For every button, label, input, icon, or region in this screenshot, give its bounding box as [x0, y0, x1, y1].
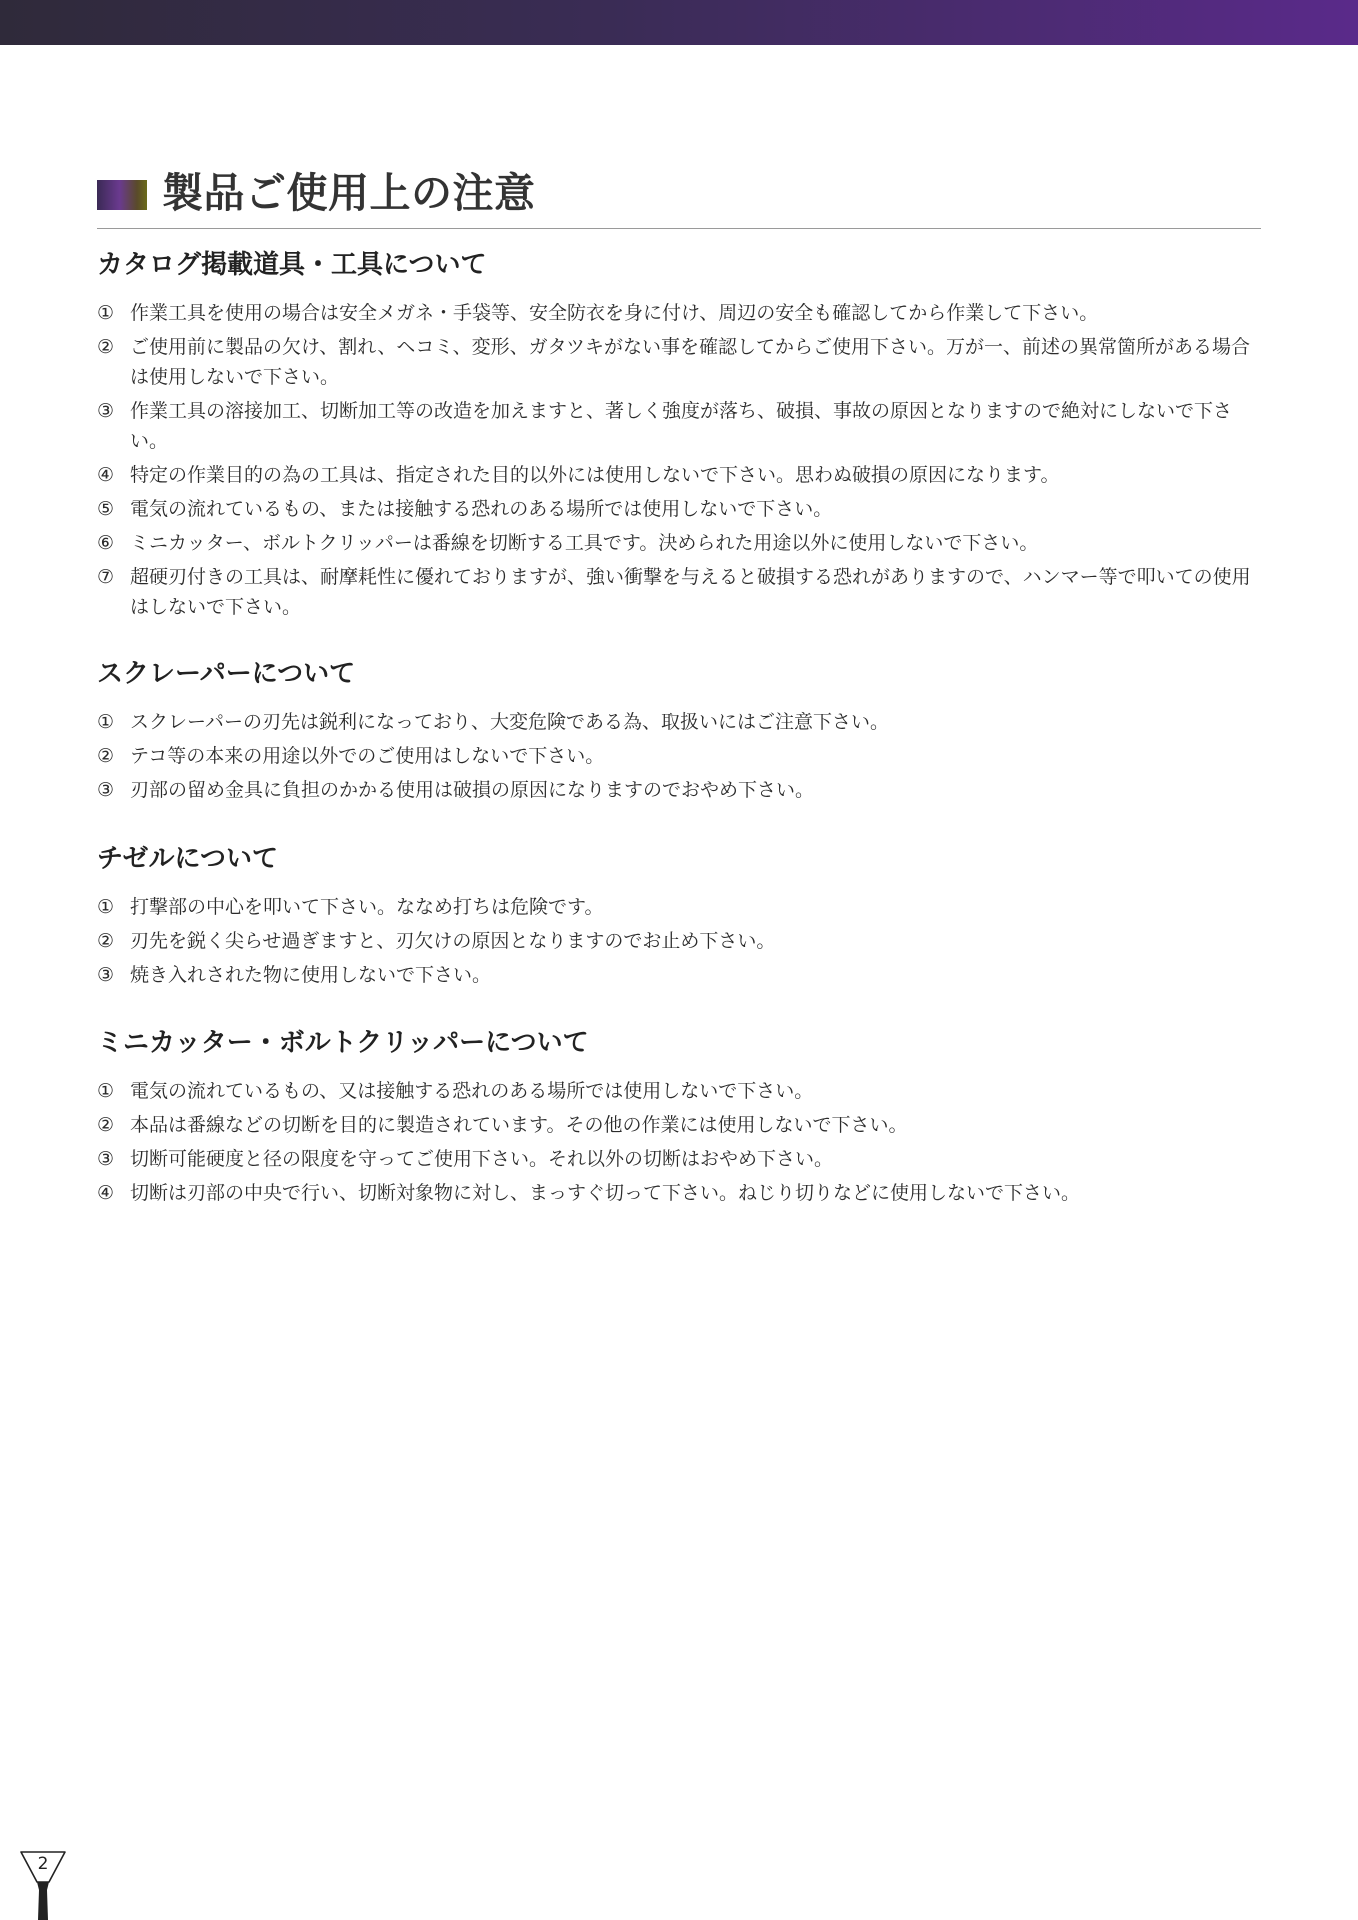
- item-number: ⑤: [97, 498, 115, 520]
- item-number: ①: [97, 896, 115, 918]
- item-text: 電気の流れているもの、又は接触する恐れのある場所では使用しないで下さい。: [130, 1080, 814, 1102]
- item-number: ①: [97, 711, 115, 733]
- section-heading: ミニカッター・ボルトクリッパーについて: [97, 1028, 589, 1058]
- list-item: [97, 892, 1261, 922]
- item-number: ④: [97, 1182, 115, 1204]
- item-number: ③: [97, 1148, 115, 1170]
- item-number: ①: [97, 1080, 115, 1102]
- item-number: ②: [97, 336, 115, 358]
- item-number: ③: [97, 400, 115, 422]
- item-number: ④: [97, 464, 115, 486]
- item-text: テコ等の本来の用途以外でのご使用はしないで下さい。: [130, 745, 605, 767]
- item-number: ②: [97, 930, 115, 952]
- list-item: [97, 332, 1261, 392]
- item-number: ②: [97, 1114, 115, 1136]
- list-item: [97, 494, 1261, 524]
- item-text: 焼き入れされた物に使用しないで下さい。: [130, 964, 492, 986]
- item-text: 切断は刃部の中央で行い、切断対象物に対し、まっすぐ切って下さい。ねじり切りなどに使用しないで下さい。: [130, 1182, 1081, 1204]
- page-number-marker: [18, 1848, 68, 1920]
- section-heading: スクレーパーについて: [97, 659, 356, 689]
- page-title: 製品ご使用上の注意: [162, 169, 536, 217]
- list-item: [97, 528, 1261, 558]
- item-text: 刃先を鋭く尖らせ過ぎますと、刃欠けの原因となりますのでお止め下さい。: [130, 930, 776, 952]
- item-text: 本品は番線などの切断を目的に製造されています。その他の作業には使用しないで下さい。: [130, 1114, 908, 1136]
- item-text: スクレーパーの刃先は鋭利になっており、大変危険である為、取扱いにはご注意下さい。: [130, 711, 890, 733]
- title-color-mark: [97, 180, 147, 210]
- section-chisel: [97, 842, 1261, 994]
- list-item: [97, 298, 1261, 328]
- item-number: ③: [97, 964, 115, 986]
- page-number: 2: [37, 1854, 49, 1874]
- item-text: ご使用前に製品の欠け、割れ、ヘコミ、変形、ガタツキがない事を確認してからご使用下さい。万が一、前述の異常箇所がある場合は使用しないで下さい。: [130, 336, 1251, 388]
- item-number: ①: [97, 302, 115, 324]
- item-text: 刃部の留め金具に負担のかかる使用は破損の原因になりますのでおやめ下さい。: [130, 779, 815, 801]
- list-item: [97, 1110, 1261, 1140]
- section-mini-cutter: [97, 1026, 1261, 1212]
- item-number: ⑦: [97, 566, 115, 588]
- section-heading: チゼルについて: [97, 844, 278, 874]
- item-text: 打撃部の中心を叩いて下さい。ななめ打ちは危険です。: [130, 896, 604, 918]
- list-item: [97, 775, 1261, 805]
- section-scraper: [97, 657, 1261, 809]
- item-text: 特定の作業目的の為の工具は、指定された目的以外には使用しないで下さい。思わぬ破損の原因になります。: [130, 464, 1060, 486]
- list-item: [97, 460, 1261, 490]
- page-title-block: [97, 168, 1261, 229]
- list-item: [97, 960, 1261, 990]
- list-item: [97, 1144, 1261, 1174]
- item-text: 作業工具を使用の場合は安全メガネ・手袋等、安全防衣を身に付け、周辺の安全も確認してから作業して下さい。: [130, 302, 1099, 324]
- item-text: 電気の流れているもの、または接触する恐れのある場所では使用しないで下さい。: [130, 498, 833, 520]
- list-item: [97, 741, 1261, 771]
- item-text: 超硬刃付きの工具は、耐摩耗性に優れておりますが、強い衝撃を与えると破損する恐れがありますので、ハンマー等で叩いての使用はしないで下さい。: [130, 566, 1251, 618]
- list-item: [97, 707, 1261, 737]
- list-item: [97, 1076, 1261, 1106]
- header-band: [0, 0, 1358, 45]
- list-item: [97, 926, 1261, 956]
- item-text: 切断可能硬度と径の限度を守ってご使用下さい。それ以外の切断はおやめ下さい。: [130, 1148, 834, 1170]
- item-number: ③: [97, 779, 115, 801]
- item-number: ⑥: [97, 532, 115, 554]
- item-text: 作業工具の溶接加工、切断加工等の改造を加えますと、著しく強度が落ち、破損、事故の原因となりますので絶対にしないで下さい。: [130, 400, 1233, 452]
- list-item: [97, 396, 1261, 456]
- list-item: [97, 1178, 1261, 1208]
- section-catalog-tools: [97, 248, 1261, 626]
- section-heading: カタログ掲載道具・工具について: [97, 250, 487, 280]
- item-number: ②: [97, 745, 115, 767]
- list-item: [97, 562, 1261, 622]
- item-text: ミニカッター、ボルトクリッパーは番線を切断する工具です。決められた用途以外に使用しないで下さい。: [130, 532, 1039, 554]
